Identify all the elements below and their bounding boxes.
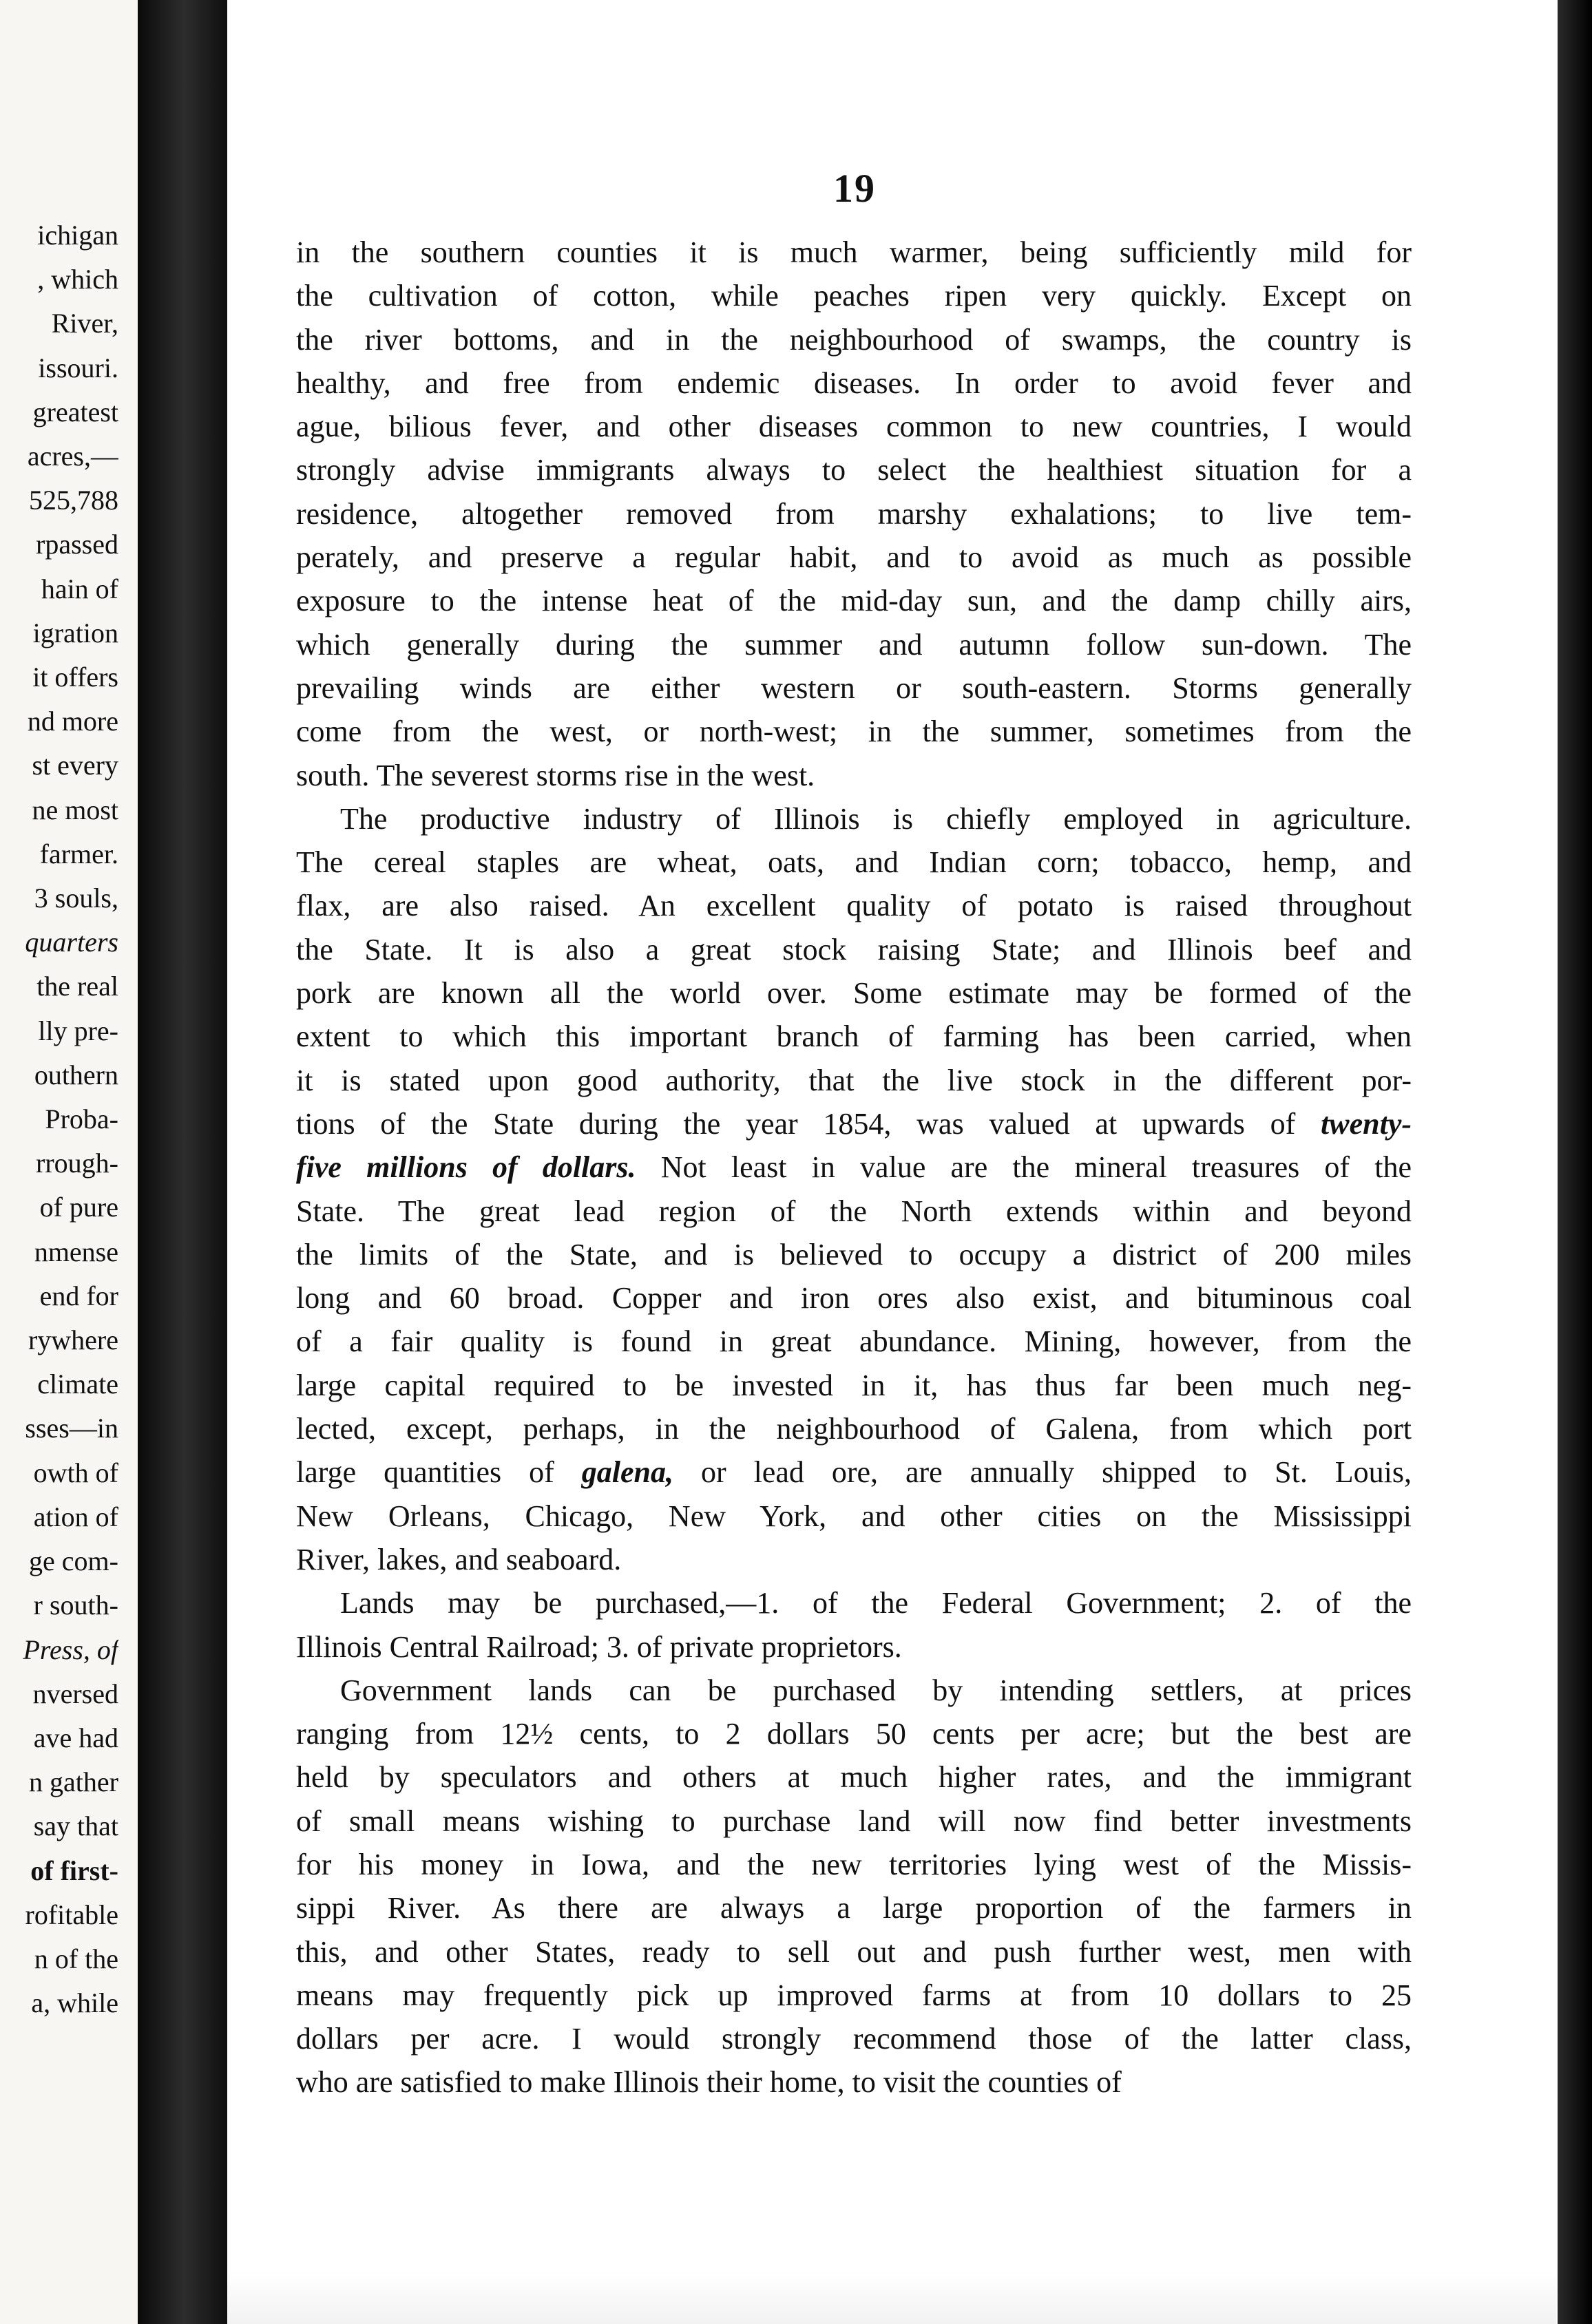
text-line: it is stated upon good authority, that the live stock in the different por-: [296, 1063, 1412, 1097]
left-page-line: nd more: [27, 706, 118, 737]
text-line: of small means wishing to purchase land will now find better investments: [296, 1804, 1412, 1838]
text-line: prevailing winds are either western or south-eastern. Storms generally: [296, 670, 1412, 705]
text-line: ague, bilious fever, and other diseases common to new countries, I would: [296, 410, 1412, 444]
text-line: dollars per acre. I would strongly recommend those of the latter class,: [296, 2022, 1412, 2056]
left-page-line: rpassed: [36, 529, 118, 560]
text-line: ranging from 12½ cents, to 2 dollars 50 cents per acre; but the best are: [296, 1717, 1412, 1751]
left-page-line: nversed: [32, 1678, 118, 1709]
text-line: pork are known all the world over. Some estimate may be formed of the: [296, 976, 1412, 1011]
text-line: which generally during the summer and autumn follow sun-down. The: [296, 627, 1412, 662]
paragraph: [296, 1581, 1412, 1669]
left-page-line: a, while: [31, 1987, 118, 2019]
text-line: flax, are also raised. An excellent quality of potato is raised throughout: [296, 889, 1412, 923]
text-line: exposure to the intense heat of the mid-day sun, and the damp chilly airs,: [296, 584, 1412, 618]
text-line: the cultivation of cotton, while peaches ripen very quickly. Except on: [296, 279, 1412, 313]
text-line: in the southern counties it is much warmer, being sufficiently mild for: [296, 235, 1412, 269]
left-page-line: acres,—: [27, 441, 118, 472]
left-page-line: ation of: [33, 1501, 118, 1532]
left-page-line: ne most: [32, 794, 118, 825]
left-page-line: of pure: [39, 1192, 118, 1223]
left-page-line: st every: [32, 750, 118, 781]
text-line: healthy, and free from endemic diseases. In order to avoid fever and: [296, 366, 1412, 400]
left-page-line: Press, of: [23, 1634, 118, 1665]
text-line: lected, except, perhaps, in the neighbourhood of Galena, from which port: [296, 1412, 1412, 1446]
left-page-line: ave had: [33, 1722, 118, 1753]
left-page-line: Proba-: [45, 1103, 118, 1135]
left-page-line: rywhere: [28, 1324, 118, 1356]
left-page-line: 525,788: [29, 485, 118, 516]
left-page-line: igration: [32, 617, 118, 648]
text-line: The cereal staples are wheat, oats, and Indian corn; tobacco, hemp, and: [296, 845, 1412, 880]
left-page-line: rofitable: [25, 1899, 118, 1930]
left-page-line: r south-: [33, 1589, 118, 1621]
left-page-line: rrough-: [36, 1148, 118, 1179]
left-page-line: River,: [51, 308, 118, 339]
left-page-line: n gather: [29, 1766, 118, 1798]
text-line: Government lands can be purchased by intending settlers, at prices: [340, 1673, 1412, 1707]
text-line: held by speculators and others at much higher rates, and the immigrant: [296, 1760, 1412, 1795]
left-page-line: of first-: [30, 1855, 118, 1886]
left-page-line: ge com-: [29, 1545, 118, 1577]
left-page-line: ichigan: [37, 220, 118, 251]
left-page-line: quarters: [25, 927, 118, 958]
text-line: south. The severest storms rise in the west.: [296, 758, 815, 792]
text-line: New Orleans, Chicago, New York, and other cities on the Mississippi: [296, 1499, 1412, 1533]
left-page-line: hain of: [41, 573, 118, 604]
left-page-line: issouri.: [38, 352, 118, 383]
left-page-line: climate: [37, 1369, 118, 1400]
left-page-line: lly pre-: [38, 1015, 118, 1046]
left-page-line: 3 souls,: [34, 883, 118, 914]
left-page-line: outhern: [34, 1059, 118, 1090]
text-line: large capital required to be invested in it, has thus far been much neg-: [296, 1368, 1412, 1402]
left-page-line: sses—in: [25, 1413, 118, 1444]
page-bottom-shading: [227, 2272, 1556, 2324]
text-line: extent to which this important branch of farming has been carried, when: [296, 1020, 1412, 1054]
left-page-line: say that: [33, 1810, 118, 1842]
left-page-line: owth of: [33, 1457, 118, 1488]
text-line: large quantities of galena, or lead ore, are annually shipped to St. Louis,: [296, 1455, 1412, 1490]
page-number: 19: [833, 166, 876, 211]
text-line: strongly advise immigrants always to select the healthiest situation for a: [296, 453, 1412, 487]
text-line: perately, and preserve a regular habit, and to avoid as much as possible: [296, 540, 1412, 575]
text-line: who are satisfied to make Illinois their home, to visit the counties of: [296, 2065, 1122, 2100]
paragraph: [296, 797, 1412, 1581]
text-line: The productive industry of Illinois is chiefly employed in agriculture.: [340, 801, 1412, 836]
left-page-line: nmense: [34, 1236, 118, 1267]
paragraph: [296, 231, 1412, 797]
text-line: means may frequently pick up improved farms at from 10 dollars to 25: [296, 1978, 1412, 2012]
text-line: of a fair quality is found in great abundance. Mining, however, from the: [296, 1324, 1412, 1359]
left-page-line: n of the: [34, 1943, 118, 1974]
paragraph: [296, 1669, 1412, 2104]
text-line: tions of the State during the year 1854, was valued at upwards of twenty-: [296, 1106, 1412, 1141]
left-page-text: [0, 213, 118, 2025]
page-body: [296, 231, 1412, 2104]
text-line: five millions of dollars. Not least in value are the mineral treasures of the: [296, 1150, 1412, 1185]
text-line: residence, altogether removed from marshy exhalations; to live tem-: [296, 496, 1412, 531]
left-page-line: end for: [39, 1280, 118, 1311]
text-line: Lands may be purchased,—1. of the Federal Government; 2. of the: [340, 1586, 1412, 1620]
left-page-line: farmer.: [39, 838, 118, 869]
text-line: State. The great lead region of the North extends within and beyond: [296, 1194, 1412, 1228]
text-line: the limits of the State, and is believed to occupy a district of 200 miles: [296, 1237, 1412, 1271]
text-line: sippi River. As there are always a large proportion of the farmers in: [296, 1891, 1412, 1925]
text-line: the State. It is also a great stock raising State; and Illinois beef and: [296, 932, 1412, 966]
left-page-line: greatest: [32, 396, 118, 427]
text-line: Illinois Central Railroad; 3. of private proprietors.: [296, 1629, 902, 1664]
text-line: the river bottoms, and in the neighbourhood of swamps, the country is: [296, 322, 1412, 357]
left-facing-page: [0, 0, 138, 2324]
text-line: this, and other States, ready to sell out and push further west, men with: [296, 1934, 1412, 1969]
left-page-line: the real: [36, 971, 118, 1002]
text-line: come from the west, or north-west; in the summer, sometimes from the: [296, 715, 1412, 749]
text-line: River, lakes, and seaboard.: [296, 1542, 622, 1576]
text-line: long and 60 broad. Copper and iron ores also exist, and bituminous coal: [296, 1281, 1412, 1316]
left-page-line: , which: [37, 264, 118, 295]
left-page-line: it offers: [32, 662, 118, 693]
page-edge: [1558, 0, 1592, 2324]
text-line: for his money in Iowa, and the new territories lying west of the Missis-: [296, 1847, 1412, 1881]
book-gutter: [138, 0, 241, 2324]
